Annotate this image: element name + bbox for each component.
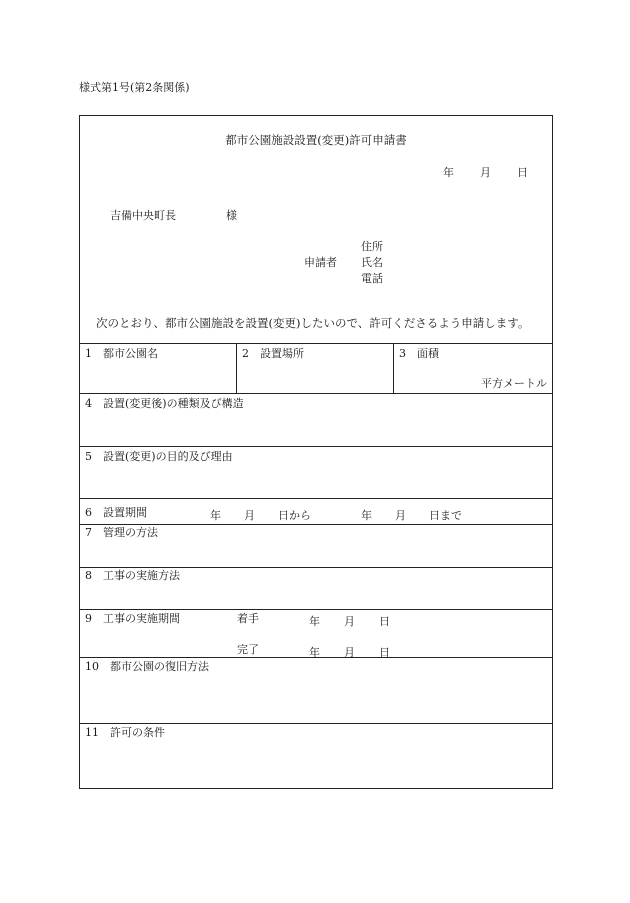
field-location[interactable]: 2 設置場所 bbox=[242, 347, 304, 360]
period-from-day: 日から bbox=[278, 509, 311, 522]
period-to-day: 日まで bbox=[429, 509, 462, 522]
area-unit: 平方メートル bbox=[481, 377, 547, 390]
applicant-label: 申請者 bbox=[304, 256, 337, 269]
field-management[interactable]: 7 管理の方法 bbox=[85, 526, 158, 539]
start-year: 年 bbox=[309, 615, 320, 628]
finish-month: 月 bbox=[344, 646, 355, 659]
applicant-phone-label[interactable]: 電話 bbox=[361, 272, 383, 285]
field-area[interactable]: 3 面積 bbox=[399, 347, 439, 360]
period-to-date[interactable] bbox=[361, 507, 462, 523]
form-reference: 様式第1号(第2条関係) bbox=[79, 81, 190, 94]
field-purpose[interactable]: 5 設置(変更)の目的及び理由 bbox=[85, 450, 233, 463]
construction-finish-date[interactable] bbox=[309, 644, 390, 660]
period-to-month: 月 bbox=[395, 509, 406, 522]
application-statement: 次のとおり、都市公園施設を設置(変更)したいので、許可くださるよう申請します。 bbox=[96, 316, 530, 330]
addressee-name: 吉備中央町長 bbox=[110, 209, 176, 222]
application-date[interactable] bbox=[443, 164, 528, 180]
period-to-year: 年 bbox=[361, 509, 372, 522]
construction-start-date[interactable] bbox=[309, 613, 390, 629]
applicant-address-label[interactable]: 住所 bbox=[361, 240, 383, 253]
form-title: 都市公園施設設置(変更)許可申請書 bbox=[225, 133, 407, 147]
period-from-month: 月 bbox=[244, 509, 255, 522]
field-period: 6 設置期間 bbox=[85, 506, 147, 519]
field-restoration[interactable]: 10 都市公園の復旧方法 bbox=[85, 660, 209, 673]
addressee-honorific: 様 bbox=[226, 209, 237, 222]
date-month: 月 bbox=[480, 166, 491, 179]
start-month: 月 bbox=[344, 615, 355, 628]
date-year: 年 bbox=[443, 166, 454, 179]
finish-day: 日 bbox=[379, 646, 390, 659]
period-from-year: 年 bbox=[210, 509, 221, 522]
field-conditions[interactable]: 11 許可の条件 bbox=[85, 726, 165, 739]
field-park-name[interactable]: 1 都市公園名 bbox=[85, 347, 158, 360]
period-from-date[interactable] bbox=[210, 507, 311, 523]
field-construction-period: 9 工事の実施期間 bbox=[85, 612, 180, 625]
field-construction-method[interactable]: 8 工事の実施方法 bbox=[85, 569, 180, 582]
start-day: 日 bbox=[379, 615, 390, 628]
application-form bbox=[79, 115, 553, 789]
date-day: 日 bbox=[517, 166, 528, 179]
applicant-name-label[interactable]: 氏名 bbox=[361, 256, 383, 269]
finish-year: 年 bbox=[309, 646, 320, 659]
field-type-structure[interactable]: 4 設置(変更後)の種類及び構造 bbox=[85, 397, 244, 410]
construction-finish-label: 完了 bbox=[237, 643, 259, 656]
construction-start-label: 着手 bbox=[237, 612, 259, 625]
